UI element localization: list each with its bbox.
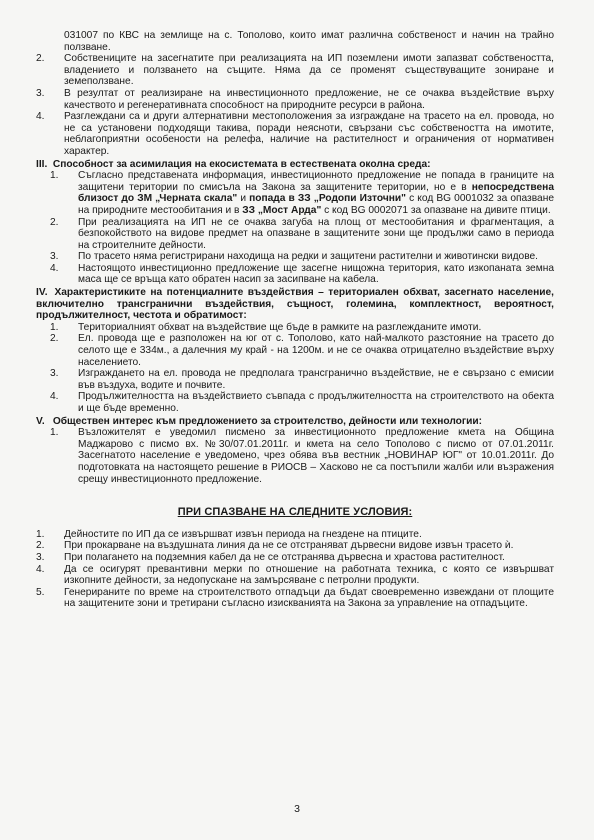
list-item (50, 368, 554, 391)
list-item (36, 587, 554, 610)
section-list (36, 322, 554, 415)
item-text (78, 170, 554, 216)
item-text: При полагането на подземния кабел да не се отстранява дървесна и храстова растителност. (64, 551, 505, 563)
item-text: Териториалният обхват на въздействие ще бъде в рамките на разглежданите имоти. (78, 321, 482, 333)
list-item (50, 391, 554, 414)
list-item (36, 111, 554, 157)
section-heading (36, 159, 554, 171)
section-title: Характеристиките на потенциалните въздействия – териториален обхват, засегнато население, включително трансгранични въздействия, същност, големина, комплектност, вероятност, продължителност, честота и обратимост: (36, 287, 554, 322)
item-number: 2. (50, 216, 59, 228)
item-number: 4. (36, 111, 45, 123)
text-run: и (237, 193, 250, 205)
item-number: 3. (36, 87, 45, 99)
item-number: 2. (36, 540, 45, 552)
item-text: Продължителността на въздействието съвпада с продължителността на строителството на обекта и ще бъде временно. (78, 391, 554, 414)
item-number: 1. (50, 170, 59, 182)
section-number: V. (36, 415, 45, 427)
list-item (50, 333, 554, 368)
item-text: Да се осигурят превантивни мерки по отношение на работната техника, с която се извършват изкопните дейности, за недопускане на замърсяване с петролни продукти. (64, 563, 554, 587)
text-run: с код BG 0002071 за опазване на дивите птици. (321, 204, 551, 216)
list-item (36, 552, 554, 564)
protected-site-name: попада в ЗЗ „Родопи Източни" (249, 193, 407, 205)
item-text: Възложителят е уведомил писмено за инвестиционното предложение кмета на Община Маджарово с писмо вх. №30/07.01.2011г. и кмета на село Тополово с писмо от 07.01.2011г. Засегнатото население е уведомено, чрез обява във вестник „НОВИНАР ЮГ" от 10.01.2011г. До подготовката на настоящето решение в РИОСВ – Хасково не са постъпили жалби или възражения срещу инвестиционното предложение. (78, 427, 554, 485)
conditions-list (36, 529, 554, 610)
item-text: Генерираните по време на строителството отпадъци да бъдат своевременно извеждани от площите на защитените зони и третирани съгласно изискванията на Закона за управление на отпадъците. (64, 586, 554, 610)
conditions-heading: ПРИ СПАЗВАНЕ НА СЛЕДНИТЕ УСЛОВИЯ: (177, 506, 413, 519)
list-item (36, 540, 554, 552)
section-number: III. (36, 158, 48, 170)
item-text: При прокарване на въздушната линия да не се отстраняват дървесни видове извън трасето ѝ. (64, 540, 514, 552)
item-number: 4. (36, 563, 45, 575)
item-number: 1. (36, 528, 45, 540)
item-number: 4. (50, 391, 59, 403)
item-text: Ел. провода ще е разположен на юг от с. Тополово, като най-малкото разстояние на трасето до селото ще е 334м., а далечния му край - на 1200м. и не се очаква отрицателно въздействие върху населението. (78, 333, 554, 368)
item-text: По трасето няма регистрирани находища на редки и защитени растителни и животински видове. (78, 251, 539, 263)
list-item (36, 564, 554, 587)
text-run: с код BG 0001032 за опазване на природните местообитания и в (78, 193, 554, 216)
list-item (36, 529, 554, 541)
item-number: 5. (36, 586, 45, 598)
protected-site-name: непосредствена близост до ЗМ „Черната скала" (78, 181, 554, 205)
text-run: Съгласно представената информация, инвестиционното предложение не попада в границите на защитени територии по смисъла на Закона за защитените територии, но е в (78, 170, 554, 193)
section-number: IV. (36, 287, 48, 299)
section-heading (36, 287, 554, 322)
list-item (50, 217, 554, 252)
item-text: В резултат от реализиране на инвестиционното предложение, не се очаква въздействие върху качеството и регенеративната способност на природните ресурси в района. (64, 87, 554, 111)
item-number: 4. (50, 262, 59, 274)
page-number: 3 (294, 803, 300, 815)
section-title: Обществен интерес към предложението за строителство, дейности или технологии: (52, 415, 483, 427)
item-number: 2. (50, 333, 59, 345)
item-number: 3. (50, 368, 59, 380)
list-item (50, 427, 554, 485)
item-number: 1. (50, 427, 59, 439)
protected-site-name: ЗЗ „Мост Арда" (242, 204, 322, 216)
list-item (50, 170, 554, 216)
item-text: Изграждането на ел. провода не предполага трансгранично въздействие, не е свързано с емисии във въздуха, водите и почвите. (78, 368, 554, 391)
item-text: При реализацията на ИП не се очаква загуба на площ от местообитания и фрагментация, а безпокойството на видове предмет на опазване в защитените зони ще продължи само в периода на строителните дейности. (78, 216, 554, 251)
list-item (36, 53, 554, 88)
list-item (50, 251, 554, 263)
list-item (50, 322, 554, 334)
item-text: Разглеждани са и други алтернативни местоположения за изграждане на трасето на ел. провода, но не са установени подходящи такива, поради неясноти, свързани със собствеността на имотите, неблагоприятни особености на релефа, наличие на растителност и ограничения от нормативен характер. (64, 111, 554, 157)
item-number: 2. (36, 53, 45, 65)
list-item (50, 263, 554, 286)
item-text: Дейностите по ИП да се извършват извън периода на гнездене на птиците. (64, 528, 422, 540)
section-list (36, 427, 554, 485)
item-number: 3. (50, 251, 59, 263)
list-item (36, 88, 554, 111)
item-number: 3. (36, 551, 45, 563)
section-heading (36, 416, 554, 428)
item-text: Настоящото инвестиционно предложение ще засегне нищожна територия, като изкопаната земна маса ще се връща като обратен насип за засипване на кабела. (78, 262, 554, 286)
document-body (36, 30, 554, 610)
section-list (36, 170, 554, 286)
intro-continuation: 031007 по КВС на землище на с. Тополово, които имат различна собственост и начин на трайно ползване. (64, 30, 554, 53)
item-text: Собствениците на засегнатите при реализацията на ИП поземлени имоти запазват собствеността, владението и ползването на същите. Няма да се променят съществуващите зониране и земеползване. (64, 53, 554, 88)
section-title: Способност за асимилация на екосистемата в естествената околна среда: (52, 158, 431, 170)
item-number: 1. (50, 321, 59, 333)
